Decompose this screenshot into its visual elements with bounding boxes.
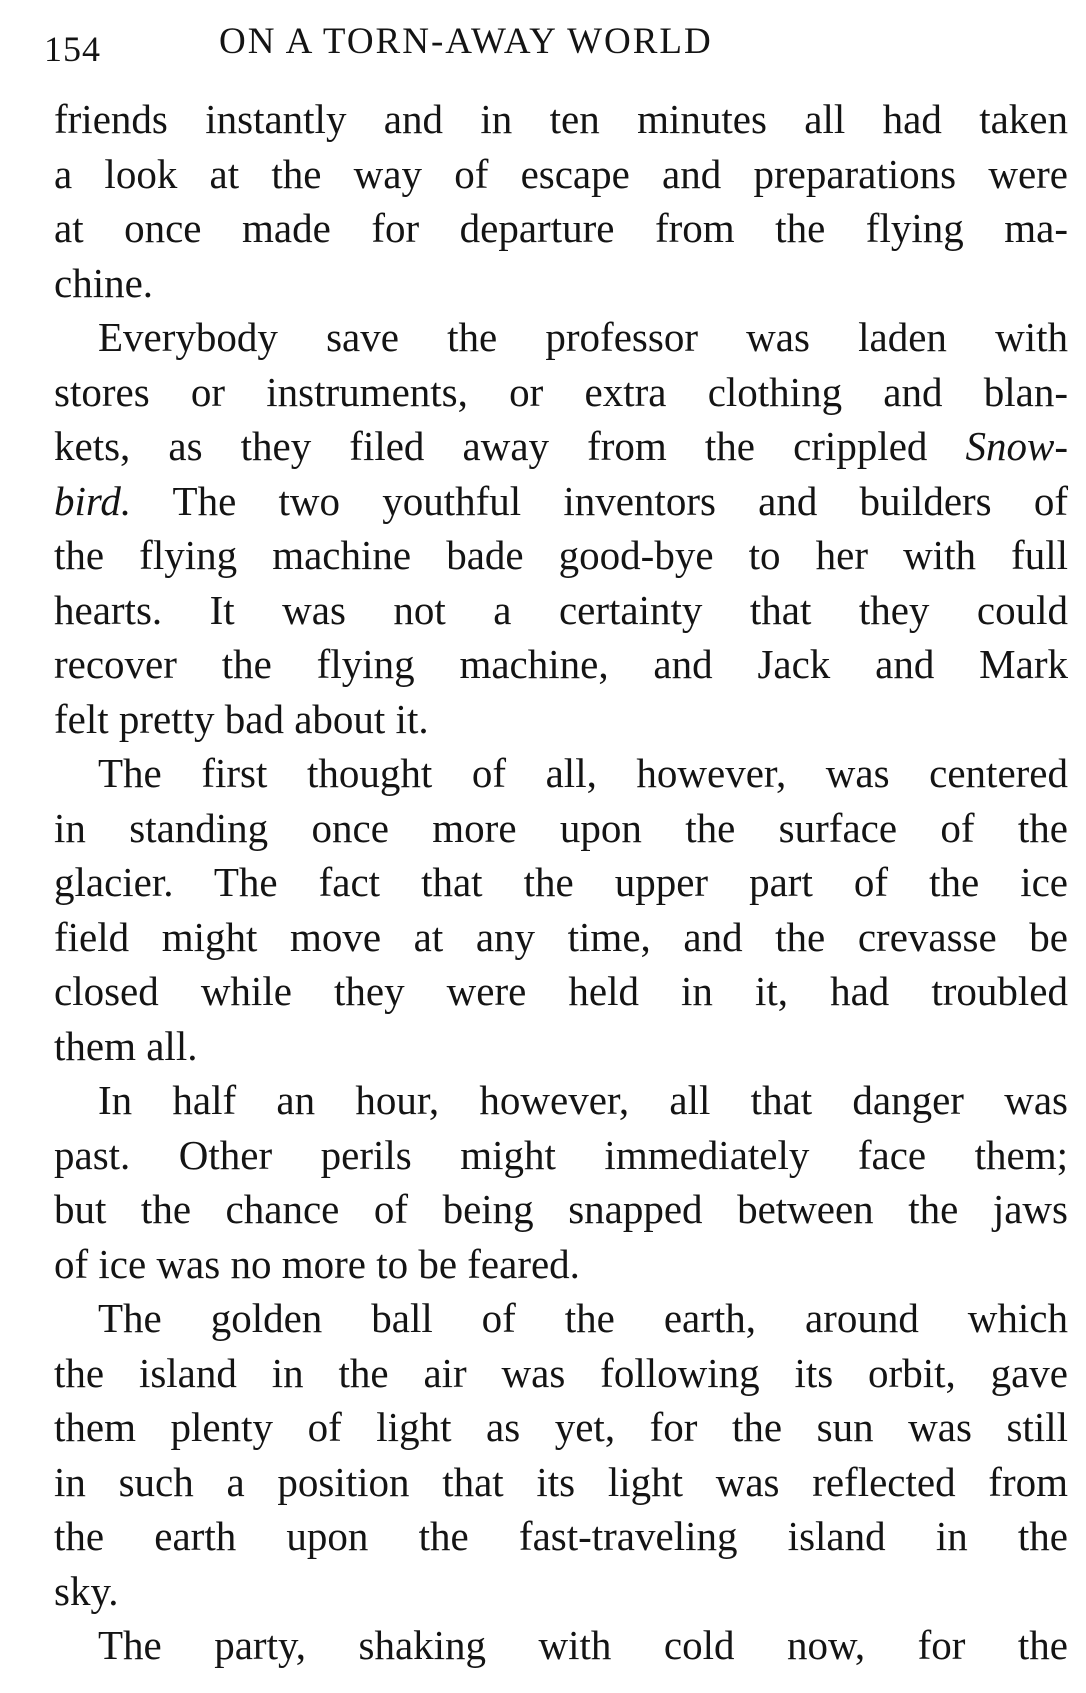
text-line: recover the flying machine, and Jack and Mark	[54, 641, 1068, 687]
paragraph	[54, 1073, 1068, 1291]
text-line: past. Other perils might immediately face them;	[54, 1131, 1068, 1178]
text-line: field might move at any time, and the crevasse be	[54, 913, 1068, 960]
paragraph	[54, 1291, 1068, 1618]
ship-name-italic: Snow-	[965, 423, 1069, 469]
page-header	[44, 8, 904, 78]
text-line: The golden ball of the earth, around which	[98, 1295, 1068, 1341]
text-line: sky.	[54, 1567, 119, 1614]
text-line: The party, shaking with cold now, for the	[98, 1622, 1068, 1668]
text-line: them all.	[54, 1022, 198, 1069]
text-line: the flying machine bade good-bye to her with full	[54, 532, 1068, 578]
text-line: at once made for departure from the flying ma-	[54, 205, 1068, 251]
text-line	[54, 474, 1068, 529]
text-line: but the chance of being snapped between the jaws	[54, 1186, 1068, 1232]
text-line	[54, 419, 1068, 474]
body-text	[54, 92, 1068, 1673]
running-title: ON A TORN-AWAY WORLD	[219, 21, 713, 62]
text-line: of ice was no more to be feared.	[54, 1240, 580, 1287]
text-line: The first thought of all, however, was centered	[98, 750, 1068, 796]
text-line: the island in the air was following its orbit, gave	[54, 1349, 1068, 1396]
text-line: them plenty of light as yet, for the sun was still	[54, 1404, 1068, 1450]
text-line: friends instantly and in ten minutes all had taken	[54, 96, 1068, 142]
text-line: in standing once more upon the surface of the	[54, 804, 1068, 851]
paragraph	[54, 310, 1068, 746]
text-line: a look at the way of escape and preparations were	[54, 150, 1068, 197]
ship-name-italic: bird.	[54, 477, 132, 524]
paragraph	[54, 92, 1068, 310]
text-line: hearts. It was not a certainty that they could	[54, 586, 1068, 633]
text-line: stores or instruments, or extra clothing and blan-	[54, 368, 1068, 415]
text-line: Everybody save the professor was laden with	[98, 314, 1068, 360]
text-line: felt pretty bad about it.	[54, 695, 429, 742]
text-line: the earth upon the fast-traveling island in the	[54, 1513, 1068, 1559]
paragraph	[54, 1618, 1068, 1673]
text-fragment: kets, as they filed away from the crippled	[54, 423, 928, 469]
text-line: chine.	[54, 259, 154, 306]
text-line: In half an hour, however, all that danger was	[98, 1077, 1068, 1123]
paragraph	[54, 746, 1068, 1073]
text-fragment: The two youthful inventors and builders of	[172, 477, 1068, 524]
text-line: closed while they were held in it, had troubled	[54, 968, 1068, 1014]
text-line: in such a position that its light was reflected from	[54, 1458, 1068, 1505]
text-line: glacier. The fact that the upper part of the ice	[54, 859, 1068, 905]
page-number: 154	[44, 29, 101, 69]
